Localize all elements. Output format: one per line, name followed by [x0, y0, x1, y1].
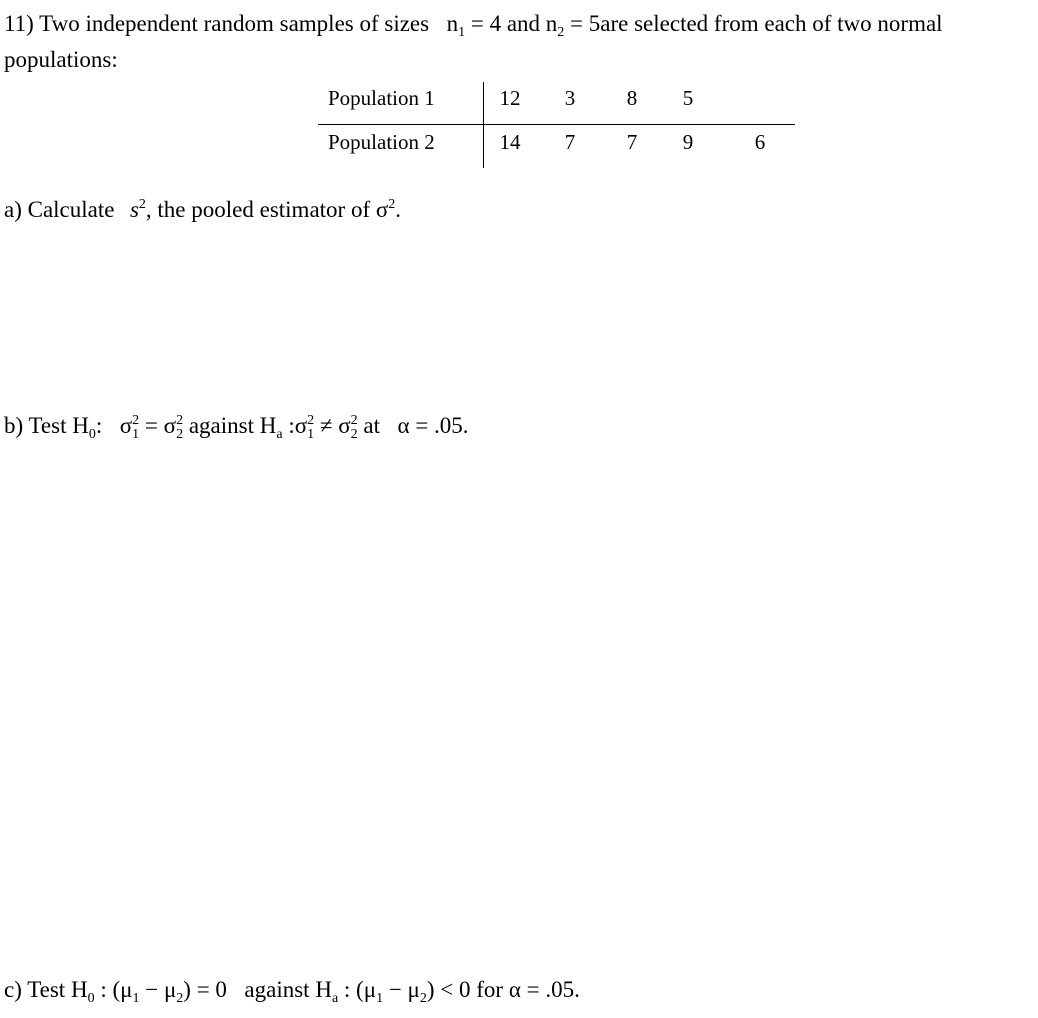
part-a-question: [4, 196, 401, 224]
alpha-symbol: α: [397, 413, 410, 438]
table-vertical-rule: [483, 82, 484, 168]
sigma2-squared: [163, 413, 184, 442]
part-b-prefix: b) Test: [4, 413, 67, 438]
sub-1: 1: [132, 427, 140, 442]
pop2-value-4: 9: [682, 130, 694, 154]
s-superscript: 2: [138, 197, 146, 212]
part-c-question: [4, 976, 580, 1004]
alpha-symbol: α: [508, 977, 521, 1002]
pop2-value-1: 14: [499, 130, 521, 154]
h-letter: H: [70, 977, 88, 1002]
part-a-end: .: [395, 197, 402, 222]
against-word: against: [188, 413, 254, 438]
sigma-superscript: 2: [388, 197, 396, 212]
sigma-symbol: σ: [375, 197, 389, 222]
sigma-letter: σ: [338, 413, 351, 438]
mu1-subscript: 1: [376, 991, 384, 1006]
mu1-subscript: 1: [132, 991, 140, 1006]
n-letter: n: [446, 11, 459, 36]
row-label-population-1: Population 1: [328, 86, 435, 110]
pop1-value-4: 5: [682, 86, 694, 110]
question-text-end: are selected from each of two normal: [600, 11, 943, 36]
part-a-middle: , the pooled estimator of: [145, 197, 371, 222]
sup-2: 2: [307, 413, 315, 428]
colon: :: [288, 413, 295, 438]
h0-symbol: [72, 413, 96, 442]
not-equal-sign: ≠: [319, 413, 333, 438]
question-intro-line: [4, 10, 943, 38]
minus-mu: − μ: [139, 977, 177, 1002]
sigma-letter: σ: [119, 413, 133, 438]
alpha-value: = .05.: [415, 413, 469, 438]
equals-sign: =: [144, 413, 158, 438]
sigma1-squared: [294, 413, 315, 442]
pop2-value-3: 7: [626, 130, 638, 154]
question-text-start: Two independent random samples of sizes: [39, 11, 430, 36]
null-expr-close: ) = 0: [183, 977, 227, 1002]
alpha-value: = .05.: [526, 977, 580, 1002]
sup-2: 2: [132, 413, 140, 428]
row-label-population-2: Population 2: [328, 130, 435, 154]
h-letter: H: [72, 413, 89, 438]
sigma-letter: σ: [294, 413, 308, 438]
at-word: at: [363, 413, 380, 438]
sigma2-squared: [338, 413, 358, 442]
ha-symbol: [315, 977, 339, 1006]
sigma1-squared: [119, 413, 140, 442]
pop1-value-1: 12: [499, 86, 521, 110]
pop1-value-3: 8: [626, 86, 638, 110]
ha-symbol: [259, 413, 283, 442]
n1-subscript: 1: [458, 25, 466, 40]
h0-subscript: 0: [87, 991, 95, 1006]
question-number: 11): [4, 11, 34, 36]
table-horizontal-rule: [318, 124, 795, 125]
ha-subscript: a: [276, 427, 283, 442]
part-b-question: [4, 412, 469, 440]
n2-symbol: [545, 11, 565, 40]
pop2-value-5: 6: [754, 130, 766, 154]
h0-symbol: [70, 977, 95, 1006]
part-c-prefix: c) Test: [4, 977, 66, 1002]
sup-2: 2: [176, 413, 184, 428]
sub-1: 1: [307, 427, 315, 442]
alt-expr-open: : (μ: [343, 977, 377, 1002]
sup-2: 2: [350, 413, 358, 428]
colon: :: [95, 413, 103, 438]
n1-value: = 4: [470, 11, 502, 36]
alt-expr-close: ) < 0: [426, 977, 471, 1002]
pop1-value-2: 3: [564, 86, 576, 110]
n-letter: n: [545, 11, 558, 36]
mu2-subscript: 2: [176, 991, 184, 1006]
against-word: against: [244, 977, 310, 1002]
part-a-prefix: a) Calculate: [4, 197, 115, 222]
and-word: and: [506, 11, 541, 36]
h-letter: H: [315, 977, 332, 1002]
sigma-letter: σ: [163, 413, 177, 438]
n1-symbol: [446, 11, 466, 40]
sub-2: 2: [176, 427, 184, 442]
for-word: for: [476, 977, 504, 1002]
s-symbol: s: [129, 197, 139, 222]
n2-value: = 5: [570, 11, 601, 36]
ha-subscript: a: [331, 991, 339, 1006]
h0-subscript: 0: [88, 427, 96, 442]
question-intro-continuation: populations:: [4, 47, 118, 72]
null-expr-open: : (μ: [100, 977, 133, 1002]
h-letter: H: [259, 413, 277, 438]
mu2-subscript: 2: [419, 991, 427, 1006]
minus-mu: − μ: [383, 977, 420, 1002]
n2-subscript: 2: [557, 25, 565, 40]
sub-2: 2: [350, 427, 358, 442]
pop2-value-2: 7: [564, 130, 576, 154]
